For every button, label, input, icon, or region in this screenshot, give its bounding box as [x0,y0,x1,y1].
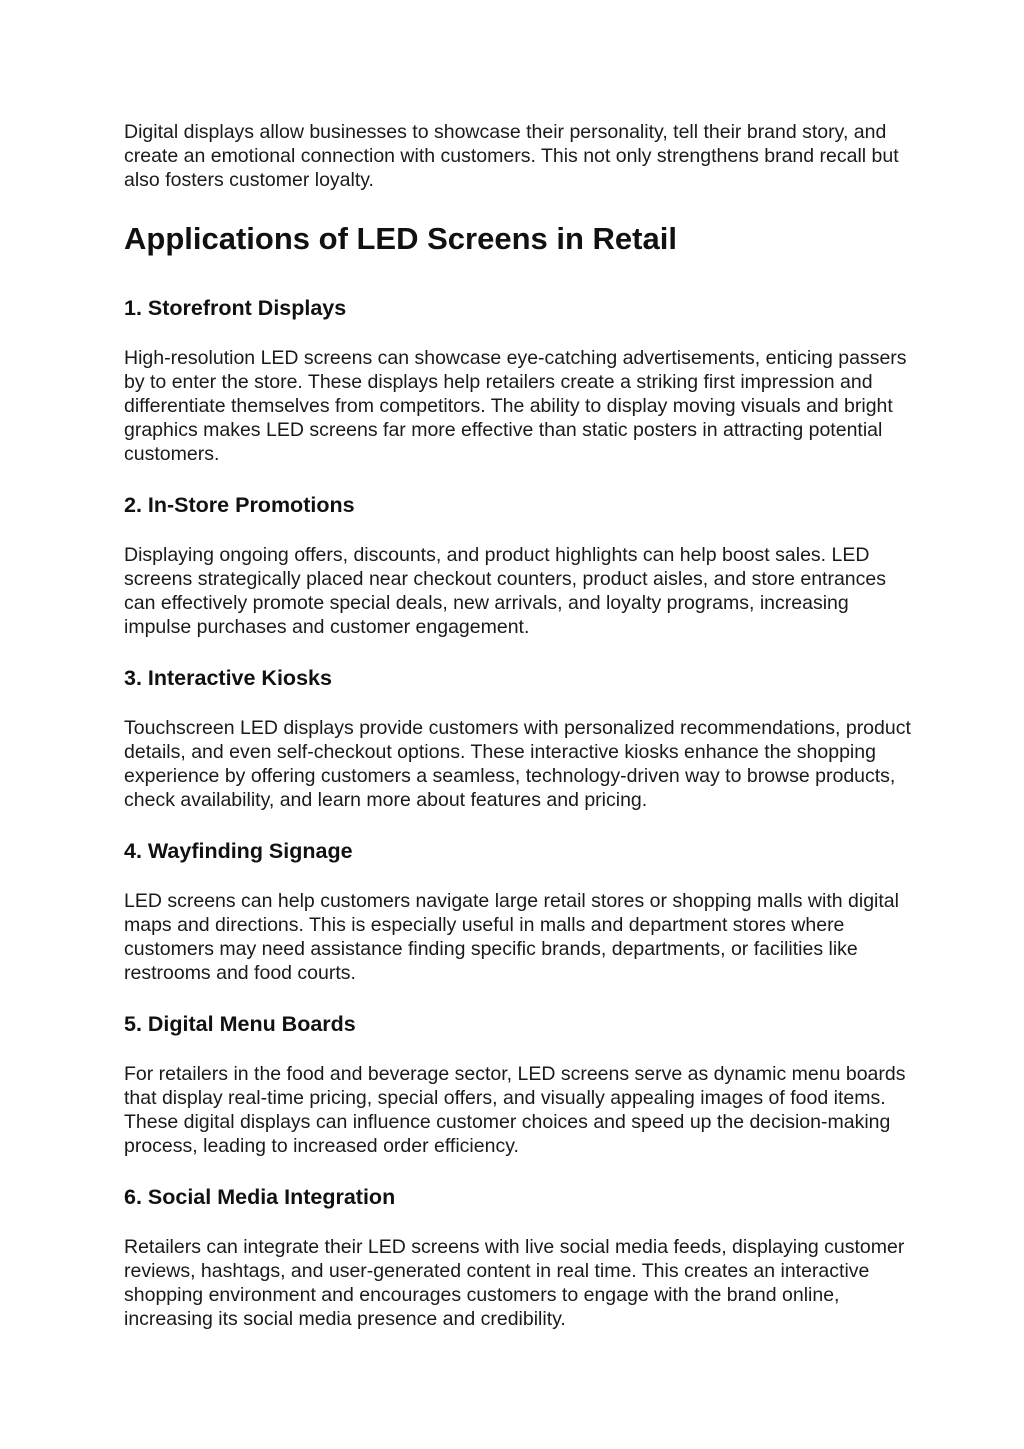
section-social-media-integration [124,1185,914,1331]
section-digital-menu-boards [124,1012,914,1158]
section-interactive-kiosks [124,666,914,812]
subheading-in-store-promotions: 2. In-Store Promotions [124,493,355,517]
subheading-social-media-integration: 6. Social Media Integration [124,1185,396,1209]
paragraph-digital-menu-boards: For retailers in the food and beverage sector, LED screens serve as dynamic menu boards that display real-time pricing, special offers, and visually appealing images of food items. These digital displays can influence customer choices and speed up the decision-making process, leading to increased order efficiency. [124,1063,906,1157]
subheading-interactive-kiosks: 3. Interactive Kiosks [124,666,332,690]
section-heading: Applications of LED Screens in Retail [124,221,677,256]
paragraph-wayfinding-signage: LED screens can help customers navigate large retail stores or shopping malls with digital maps and directions. This is especially useful in malls and department stores where customers may need assistance finding specific brands, departments, or facilities like restrooms and food courts. [124,890,899,984]
paragraph-storefront-displays: High-resolution LED screens can showcase eye-catching advertisements, enticing passers by to enter the store. These displays help retailers create a striking first impression and differentiate themselves from competitors. The ability to display moving visuals and bright graphics makes LED screens far more effective than static posters in attracting potential customers. [124,347,907,465]
section-wayfinding-signage [124,839,914,985]
paragraph-in-store-promotions: Displaying ongoing offers, discounts, and product highlights can help boost sales. LED screens strategically placed near checkout counters, product aisles, and store entrances can effectively promote special deals, new arrivals, and loyalty programs, increasing impulse purchases and customer engagement. [124,544,886,638]
paragraph-social-media-integration: Retailers can integrate their LED screens with live social media feeds, displaying customer reviews, hashtags, and user-generated content in real time. This creates an interactive shopping environment and encourages customers to engage with the brand online, increasing its social media presence and credibility. [124,1236,905,1330]
subheading-digital-menu-boards: 5. Digital Menu Boards [124,1012,356,1036]
subheading-wayfinding-signage: 4. Wayfinding Signage [124,839,353,863]
subheading-storefront-displays: 1. Storefront Displays [124,296,347,320]
paragraph-interactive-kiosks: Touchscreen LED displays provide customers with personalized recommendations, product details, and even self-checkout options. These interactive kiosks enhance the shopping experience by offering customers a seamless, technology-driven way to browse products, check availability, and learn more about features and pricing. [124,717,911,811]
section-storefront-displays [124,296,914,466]
document-page [124,120,914,1358]
intro-paragraph: Digital displays allow businesses to showcase their personality, tell their brand story, and create an emotional connection with customers. This not only strengthens brand recall but also fosters customer loyalty. [124,121,899,191]
section-in-store-promotions [124,493,914,639]
